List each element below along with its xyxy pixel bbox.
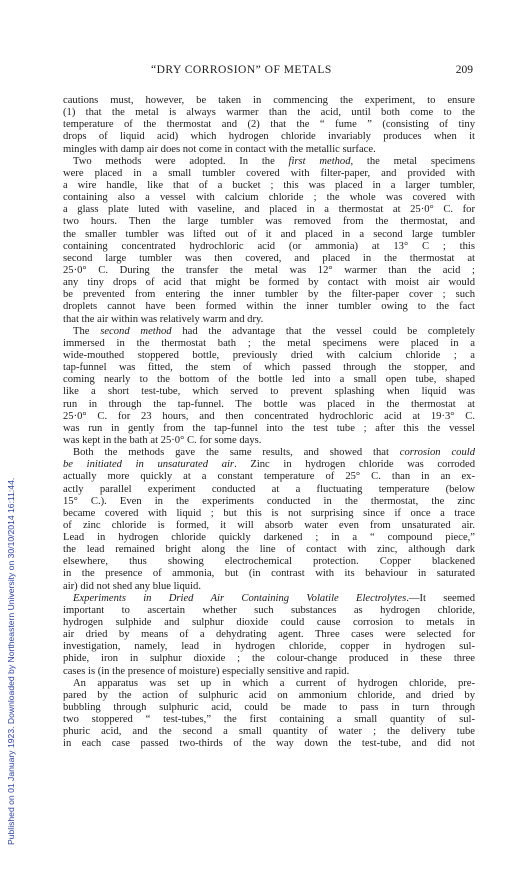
text-line: be initiated in unsaturated air. Zinc in hydrogen chloride was corroded bbox=[63, 459, 475, 471]
text-line: Experiments in Dried Air Containing Volatile Electrolytes.—It seemed bbox=[73, 592, 475, 604]
italic-phrase: Experiments in Dried Air Containing Volatile Electrolytes bbox=[73, 592, 407, 604]
text-line: An apparatus was set up in which a current of hydrogen chloride, pre- bbox=[73, 677, 475, 689]
text-line: tap-funnel was fitted, the stem of which passed through the stopper, and bbox=[63, 362, 475, 374]
text-line: coming nearly to the bottom of the bottle led into a small open tube, shaped bbox=[63, 374, 475, 386]
text-line: a wire handle, like that of a bucket ; this was placed in a larger tumbler, bbox=[63, 179, 475, 191]
text-line: wide-mouthed stoppered bottle, previously dried with calcium chloride ; a bbox=[63, 349, 475, 361]
text-line: containing also a vessel with calcium chloride ; the whole was covered with bbox=[63, 192, 475, 204]
italic-phrase: be initiated in unsaturated air bbox=[63, 459, 235, 471]
text-line: like a short test-tube, which served to prevent splashing when liquid was bbox=[63, 386, 475, 398]
text-line: hydrogen sulphide and sulphur dioxide could cause corrosion to metals in bbox=[63, 617, 475, 629]
running-title: “DRY CORROSION” OF METALS bbox=[151, 64, 332, 76]
text-line: air dried by means of a dehydrating agent. Three cases were selected for bbox=[63, 629, 475, 641]
text-line: the smaller tumbler was lifted out of it and placed in a second large tumbler bbox=[63, 228, 475, 240]
text-line: elsewhere, thus showing electrochemical protection. Copper blackened bbox=[63, 556, 475, 568]
text-line: run in through the tap-funnel. The bottle was placed in the thermostat at bbox=[63, 398, 475, 410]
italic-phrase: first method bbox=[288, 155, 351, 167]
text-line: actly parallel experiment conducted at a fluctuating temperature (below bbox=[63, 483, 475, 495]
text-line: air) did not shed any blue liquid. bbox=[63, 580, 201, 592]
text-line: pared by the action of sulphuric acid on ammonium chloride, and dried by bbox=[63, 689, 475, 701]
italic-phrase: corrosion could bbox=[399, 447, 475, 459]
text-line: temperature of the thermostat and (2) that the “ fume ” (consisting of tiny bbox=[63, 119, 475, 131]
text-line: 25·0° C. for 23 hours, and then concentrated hydrochloric acid at 19·3° C. bbox=[63, 410, 475, 422]
download-stamp bbox=[6, 145, 20, 845]
text-line: second large tumbler was then covered, and placed in the thermostat at bbox=[63, 252, 475, 264]
text-line: mingles with damp air does not come in contact with the metallic surface. bbox=[63, 143, 376, 155]
article-body bbox=[63, 95, 475, 751]
download-stamp-text: Published on 01 January 1923. Downloaded by Northeastern University on 30/10/2014 16:11:44. bbox=[6, 477, 16, 845]
text-line: a glass plate luted with vaseline, and placed in a thermostat at 25·0° C. for bbox=[63, 204, 475, 216]
text-line: 15° C.). Even in the experiments conducted in the thermostat, the zinc bbox=[63, 495, 475, 507]
text-line: the lead remained bright along the line of contact with zinc, although dark bbox=[63, 544, 475, 556]
text-line: Lead in hydrogen chloride quickly darkened ; in a “ compound piece,” bbox=[63, 532, 475, 544]
text-line: any tiny drops of acid that might be formed by contact with moist air would bbox=[63, 277, 475, 289]
text-line: containing concentrated hydrochloric acid (or ammonia) at 13° C ; this bbox=[63, 240, 475, 252]
text-line: The second method had the advantage that the vessel could be completely bbox=[73, 325, 475, 337]
text-line: cautions must, however, be taken in commencing the experiment, to ensure bbox=[63, 95, 475, 106]
text-line: became covered with liquid ; but this is not surprising since if once a trace bbox=[63, 507, 475, 519]
text-line: 25·0° C. During the transfer the metal was 12° warmer than the acid ; bbox=[63, 264, 475, 276]
text-line: two stoppered “ test-tubes,” the first containing a small quantity of sul- bbox=[63, 714, 475, 726]
text-line: be prevented from entering the inner tumbler by the filter-paper cover ; such bbox=[63, 289, 475, 301]
text-line: investigation, namely, lead in hydrogen chloride, copper in hydrogen sul- bbox=[63, 641, 475, 653]
page-number: 209 bbox=[455, 64, 473, 76]
text-line: important to ascertain whether such substances as hydrogen chloride, bbox=[63, 604, 475, 616]
text-line: phide, iron in sulphur dioxide ; the colour-change produced in these three bbox=[63, 653, 475, 665]
page-header bbox=[63, 64, 473, 80]
text-line: drops of liquid acid) which hydrogen chloride invariably produces when it bbox=[63, 131, 475, 143]
text-line: droplets cannot have been formed within the inner tumbler owing to the fact bbox=[63, 301, 475, 313]
italic-phrase: second method bbox=[100, 325, 172, 337]
text-line: Both the methods gave the same results, and showed that corrosion could bbox=[73, 447, 475, 459]
text-line: were placed in a small tumbler covered with filter-paper, and provided with bbox=[63, 167, 475, 179]
text-line: was kept in the bath at 25·0° C. for some days. bbox=[63, 434, 262, 446]
text-line: phuric acid, and the second a small quantity of water ; the delivery tube bbox=[63, 726, 475, 738]
text-line: Two methods were adopted. In the first method, the metal specimens bbox=[73, 155, 475, 167]
text-line: in each case passed two-thirds of the way down the test-tube, and did not bbox=[63, 738, 475, 750]
text-line: (1) that the metal is always warmer than the acid, until both come to the bbox=[63, 107, 475, 119]
text-line: that the air within was relatively warm and dry. bbox=[63, 313, 264, 325]
text-line: cases is (in the presence of moisture) especially sensitive and rapid. bbox=[63, 665, 350, 677]
text-line: of zinc chloride is formed, it will absorb water even from unsaturated air. bbox=[63, 519, 475, 531]
text-line: bubbling through sulphuric acid, could be made to pass in turn through bbox=[63, 702, 475, 714]
text-line: immersed in the thermostat bath ; the metal specimens were placed in a bbox=[63, 337, 475, 349]
text-line: was run in gently from the tap-funnel into the test tube ; after this the vessel bbox=[63, 422, 475, 434]
text-line: in the presence of ammonia, but (in contrast with its behaviour in saturated bbox=[63, 568, 475, 580]
text-line: two hours. Then the large tumbler was removed from the thermostat, and bbox=[63, 216, 475, 228]
text-line: actually more quickly at a constant temperature of 25° C. than in an ex- bbox=[63, 471, 475, 483]
